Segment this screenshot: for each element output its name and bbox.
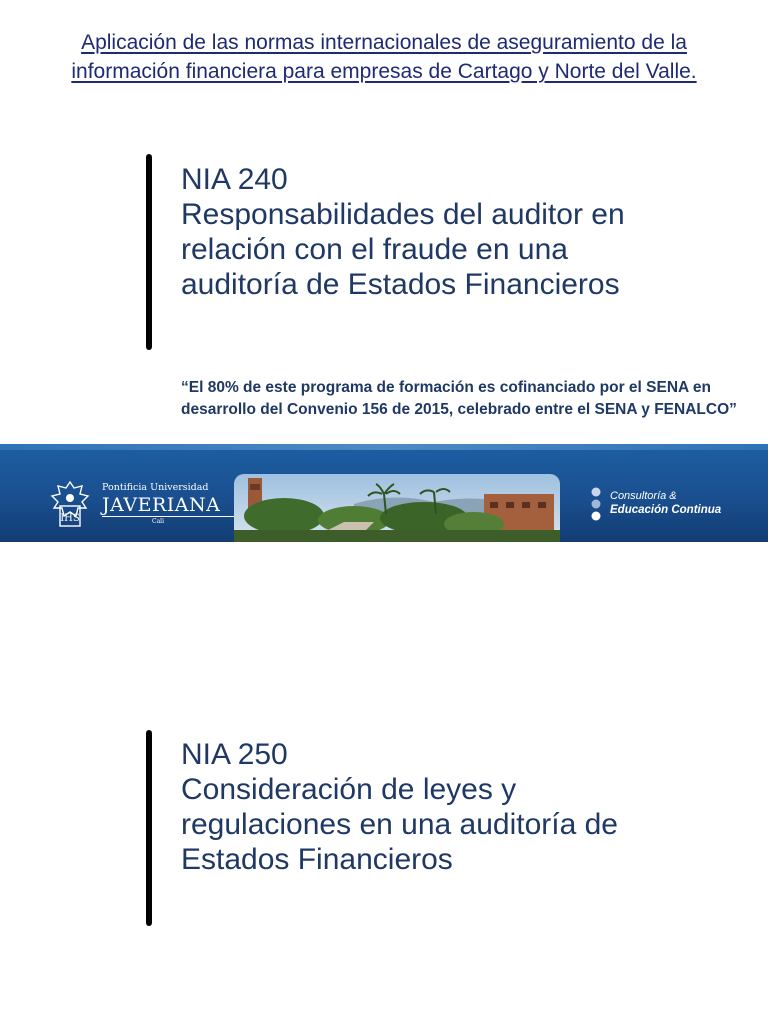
banner-stripe bbox=[0, 444, 768, 450]
university-name-line1: Pontificia Universidad bbox=[102, 482, 209, 493]
funding-quote: “El 80% de este programa de formación es cofinanciado por el SENA en desarrollo del Convenio 156 de 2015, celebrado entre el SENA y FENALCO” bbox=[181, 379, 737, 418]
campus-photo bbox=[234, 474, 560, 542]
slide-code: NIA 240 bbox=[181, 163, 288, 196]
slide-subtitle: Responsabilidades del auditor en relación con el fraude en una auditoría de Estados Financieros bbox=[181, 198, 625, 301]
svg-text:IHS: IHS bbox=[60, 513, 80, 524]
accent-bar bbox=[146, 154, 152, 350]
dots-icon bbox=[590, 486, 602, 526]
document-heading: Aplicación de las normas internacionales de aseguramiento de la información financiera para empresas de Cartago y Norte del Valle. bbox=[71, 31, 697, 83]
institution-banner bbox=[0, 444, 768, 542]
consulting-logo bbox=[590, 486, 750, 530]
consulting-line2: Educación Continua bbox=[610, 504, 722, 516]
university-name-line2: JAVERIANA bbox=[102, 494, 221, 516]
slide-code: NIA 250 bbox=[181, 738, 288, 771]
university-crest-icon bbox=[42, 478, 98, 534]
slide-title-nia-250 bbox=[181, 737, 661, 877]
slide-title-nia-240 bbox=[181, 162, 661, 302]
javeriana-logo bbox=[42, 478, 221, 538]
slide-subtitle: Consideración de leyes y regulaciones en una auditoría de Estados Financieros bbox=[181, 773, 618, 876]
accent-bar bbox=[146, 730, 152, 926]
logo-divider bbox=[102, 516, 244, 517]
consulting-line1: Consultoría & bbox=[610, 490, 677, 502]
university-city: Cali bbox=[152, 518, 165, 525]
